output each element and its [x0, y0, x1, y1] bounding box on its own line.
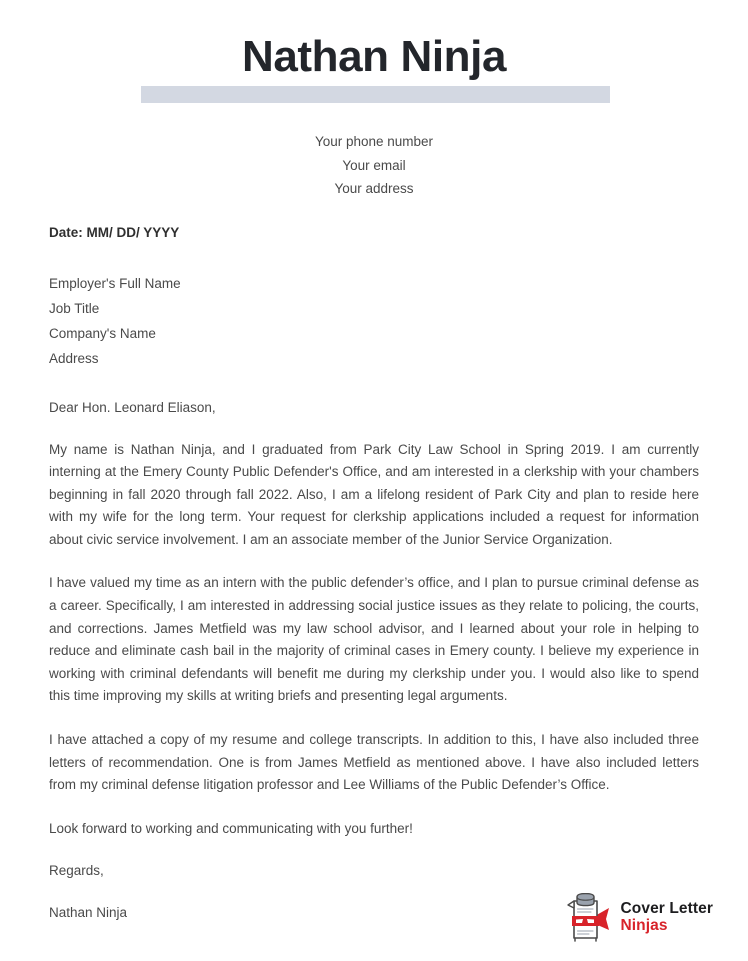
recipient-address: Address	[49, 350, 99, 366]
date-line: Date: MM/ DD/ YYYY	[49, 224, 180, 240]
recipient-full-name: Employer's Full Name	[49, 275, 181, 291]
brand-logo[interactable]	[563, 893, 713, 943]
contact-address: Your address	[334, 181, 414, 196]
ninja-document-logo-icon	[563, 893, 611, 943]
sign-off: Regards,	[49, 862, 104, 878]
contact-block	[0, 130, 748, 201]
header-accent-band	[141, 86, 610, 103]
body-paragraph-2: I have valued my time as an intern with the public defender’s office, and I plan to pursue criminal defense as a career. Specifically, I am interested in addressing social justice issues as they relate to policing, the courts, and corrections. James Metfield was my law school advisor, and I learned about your role in helping to reduce and eliminate cash bail in the majority of criminal cases in Emery county. I believe my experience in working with criminal defendants will benefit me during my clerkship under you. I would also like to spend this time improving my skills at writing briefs and presenting legal arguments.	[49, 575, 699, 704]
letter-body	[0, 225, 748, 923]
recipient-company: Company's Name	[49, 325, 156, 341]
page-title: Nathan Ninja	[241, 32, 507, 81]
contact-email: Your email	[342, 157, 406, 173]
letter-header	[0, 0, 748, 112]
brand-logo-text	[620, 901, 713, 934]
body-paragraph-3: I have attached a copy of my resume and college transcripts. In addition to this, I have also included three letters of recommendation. One is from James Metfield as mentioned above. I have also included letters from my criminal defense litigation professor and Lee Williams of the Public Defender’s Office.	[49, 732, 699, 793]
recipient-job-title: Job Title	[49, 300, 100, 316]
brand-name-line2: Ninjas	[620, 917, 668, 934]
contact-phone: Your phone number	[314, 134, 434, 149]
salutation: Dear Hon. Leonard Eliason,	[49, 399, 216, 415]
body-paragraph-1: My name is Nathan Ninja, and I graduated from Park City Law School in Spring 2019. I am currently interning at the Emery County Public Defender's Office, and am interested in a clerkship with your chambers beginning in fall 2020 through fall 2022. Also, I am a lifelong resident of Park City and plan to reside here with my wife for the long term. Your request for clerkship applications included a request for information about civic service involvement. I am an associate member of the Junior Service Organization.	[49, 441, 699, 547]
closing-line: Look forward to working and communicating with you further!	[49, 820, 413, 836]
recipient-block	[49, 271, 699, 371]
brand-name-line1: Cover Letter	[620, 900, 713, 918]
signature-name: Nathan Ninja	[49, 904, 128, 920]
